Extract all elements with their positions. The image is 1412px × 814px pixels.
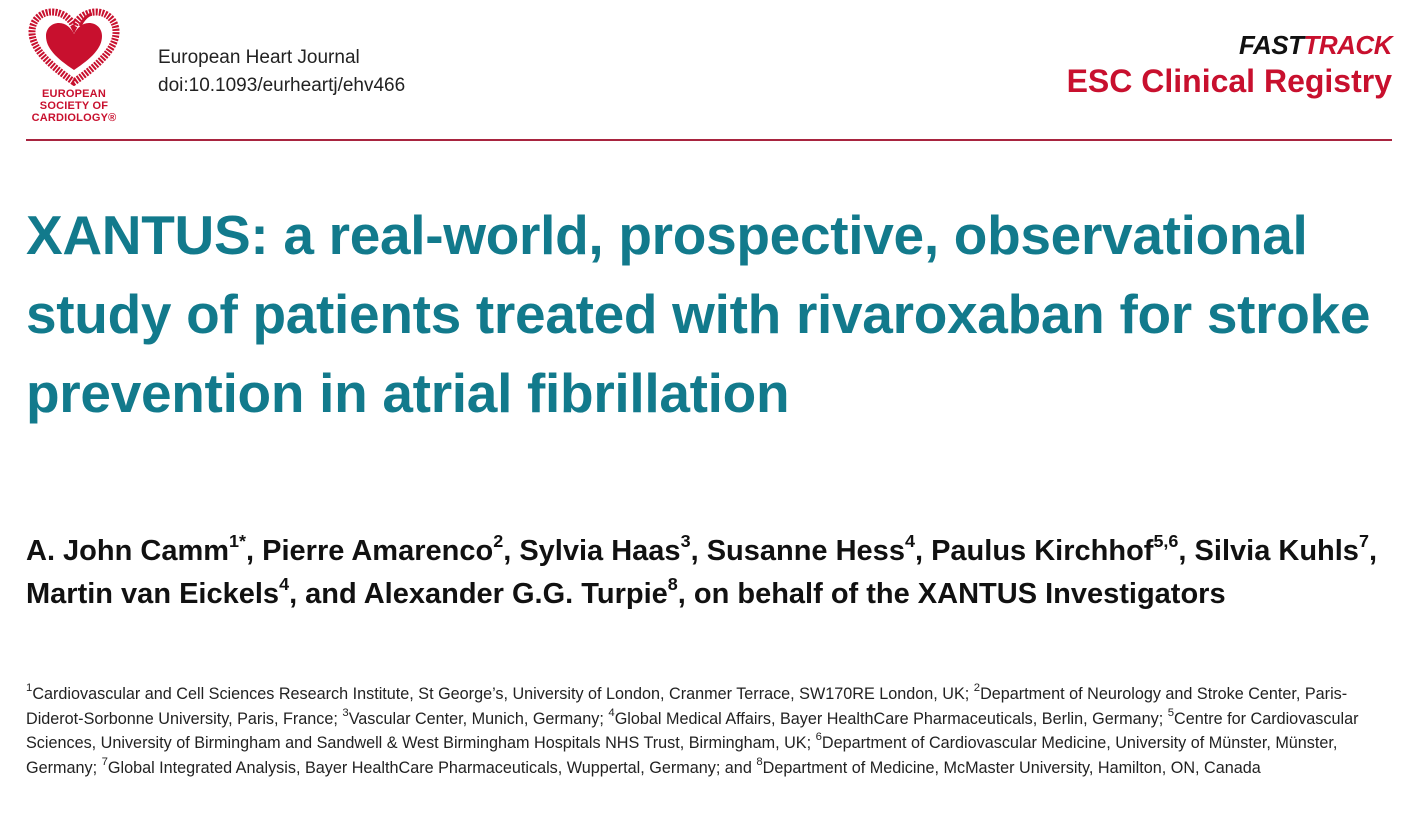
esc-logo[interactable]: [24, 8, 124, 126]
fasttrack-fast: FAST: [1239, 30, 1304, 60]
affiliation-marker: 5: [1167, 706, 1175, 719]
affiliation-text: Department of Medicine, McMaster University, Hamilton, ON, Canada: [762, 758, 1261, 777]
author-affiliation-marker: 3: [680, 530, 691, 551]
affiliation-text: Cardiovascular and Cell Sciences Research Institute, St George’s, University of London, Cranmer Terrace, SW170RE London, UK;: [32, 685, 974, 703]
author-name[interactable]: Alexander G.G. Turpie$^8$: [363, 573, 678, 610]
affiliation-marker: 6: [815, 731, 822, 744]
author-name[interactable]: Silvia Kuhls$^7$: [1194, 530, 1369, 567]
article-title: XANTUS: a real-world, prospective, observational study of patients treated with rivaroxaban for stroke prevention in atrial fibrillation: [26, 204, 1371, 424]
author-separator: , on behalf of the XANTUS Investigators: [677, 578, 1226, 610]
author-affiliation-marker: 4: [904, 530, 915, 551]
affiliation-marker: 7: [101, 755, 108, 768]
fasttrack-badge: [1067, 30, 1392, 60]
affiliation-text: Department of Cardiovascular Medicine, University of Münster, Münster, Germany;: [26, 734, 1338, 777]
journal-info: [158, 44, 405, 100]
author-list: [26, 530, 1396, 616]
journal-name[interactable]: European Heart Journal: [158, 47, 360, 68]
affiliation-marker: 3: [342, 706, 349, 719]
affiliation-text: Global Medical Affairs, Bayer HealthCare Pharmaceuticals, Berlin, Germany;: [614, 709, 1168, 728]
affiliation-text: Department of Neurology and Stroke Center, Paris-Diderot-Sorbonne University, Paris, France;: [26, 685, 1348, 728]
logo-line: CARDIOLOGY®: [31, 112, 117, 124]
section-branding: [1067, 30, 1392, 100]
author-affiliation-marker: 1*: [229, 530, 247, 551]
author-affiliation-marker: 7: [1358, 530, 1369, 551]
affiliation-text: Vascular Center, Munich, Germany;: [348, 709, 609, 728]
logo-wordmark: [26, 88, 122, 124]
page-header: [0, 0, 1412, 142]
author-affiliation-marker: 5,6: [1153, 530, 1179, 551]
affiliation-text: Centre for Cardiovascular Sciences, University of Birmingham and Sandwell & West Birmingham Hospitals NHS Trust, Birmingham, UK;: [26, 709, 1359, 752]
affiliation-list: [26, 682, 1396, 780]
author-affiliation-marker: 8: [667, 573, 678, 594]
author-name[interactable]: Martin van Eickels$^4$: [26, 573, 290, 610]
header-divider: [26, 139, 1392, 141]
author-separator: ,: [503, 535, 520, 567]
affiliation-marker: 2: [973, 682, 981, 695]
author-separator: ,: [1368, 535, 1377, 567]
author-affiliation-marker: 2: [493, 530, 504, 551]
fasttrack-track: TRACK: [1303, 30, 1392, 60]
affiliation-text: Global Integrated Analysis, Bayer HealthCare Pharmaceuticals, Wuppertal, Germany; and: [107, 758, 757, 777]
affiliation-marker: 8: [756, 755, 763, 768]
logo-line: EUROPEAN: [42, 88, 106, 100]
author-name[interactable]: A. John Camm$^{1*}$: [26, 530, 247, 567]
author-affiliation-marker: 4: [279, 573, 290, 594]
author-separator: ,: [690, 535, 707, 567]
author-name[interactable]: Susanne Hess$^4$: [706, 530, 915, 567]
logo-line: SOCIETY OF: [39, 100, 109, 112]
author-separator: , and: [289, 578, 364, 610]
affiliation-marker: 1: [26, 682, 33, 695]
author-name[interactable]: Paulus Kirchhof$^{5,6}$: [931, 530, 1179, 567]
section-label: ESC Clinical Registry: [1066, 63, 1392, 99]
author-separator: ,: [1178, 535, 1195, 567]
author-name[interactable]: Pierre Amarenco$^2$: [262, 530, 504, 567]
author-separator: ,: [246, 535, 263, 567]
affiliation-marker: 4: [608, 706, 615, 719]
author-name[interactable]: Sylvia Haas$^3$: [519, 530, 691, 567]
doi-link[interactable]: doi:10.1093/eurheartj/ehv466: [158, 75, 406, 96]
author-separator: ,: [914, 535, 932, 567]
heart-logo-icon: [28, 8, 120, 86]
